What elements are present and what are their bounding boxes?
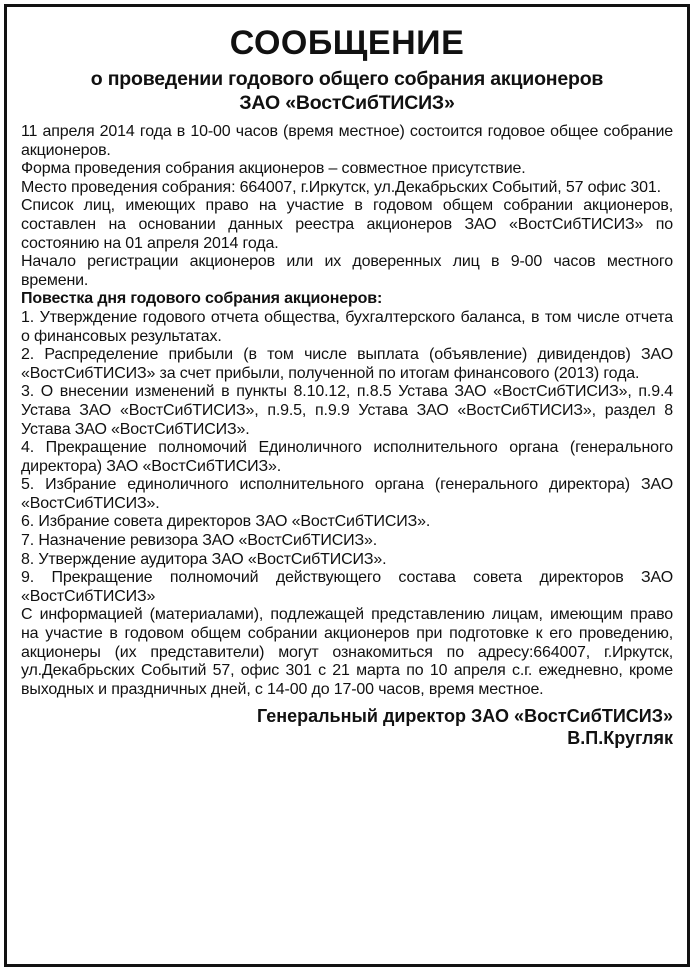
agenda-item: 6. Избрание совета директоров ЗАО «ВостСибТИСИЗ». [21, 513, 431, 531]
notice-title: СООБЩЕНИЕ [229, 24, 465, 62]
agenda-item: 5. Избрание единоличного исполнительного органа (генерального директора) ЗАО «ВостСибТИСИЗ». [21, 476, 673, 512]
agenda-item: 8. Утверждение аудитора ЗАО «ВостСибТИСИЗ». [21, 550, 387, 568]
agenda-item: 2. Распределение прибыли (в том числе выплата (объявление) дивидендов) ЗАО «ВостСибТИСИЗ» за счет прибыли, полученной по итогам финансового (2013) года. [21, 346, 673, 382]
signature-position: Генеральный директор ЗАО «ВостСибТИСИЗ» [256, 706, 673, 727]
materials-paragraph: С информацией (материалами), подлежащей представлению лицам, имеющим право на участие в годовом общем собрании акционеров при подготовке к его проведению, акционеры (их представители) могут ознакомиться по адресу:664007, г.Иркутск, ул.Декабрьских Событий 57, офис 301 с 21 марта по 10 апреля с.г. ежедневно, кроме выходных и праздничных дней, с 14-00 до 17-00 часов, время местное. [21, 606, 673, 698]
notice-subtitle-line-1: о проведении годового общего собрания акционеров [90, 68, 604, 90]
agenda-item: 3. О внесении изменений в пункты 8.10.12, п.8.5 Устава ЗАО «ВостСибТИСИЗ», п.9.4 Устава ЗАО «ВостСибТИСИЗ», п.9.5, п.9.9 Устава ЗАО «ВостСибТИСИЗ», раздел 8 Устава ЗАО «ВостСибТИСИЗ». [21, 383, 673, 438]
signature-block [21, 705, 673, 749]
meeting-form-paragraph: Форма проведения собрания акционеров – совместное присутствие. [21, 160, 526, 178]
notice-frame [4, 4, 690, 967]
registration-paragraph: Начало регистрации акционеров или их доверенных лиц в 9-00 часов местного времени. [21, 253, 673, 289]
signature-name: В.П.Кругляк [567, 728, 673, 749]
agenda-item: 1. Утверждение годового отчета общества, бухгалтерского баланса, в том числе отчета о финансовых результатах. [21, 308, 673, 345]
agenda-item: 4. Прекращение полномочий Единоличного исполнительного органа (генерального директора) ЗАО «ВостСибТИСИЗ». [21, 439, 673, 475]
meeting-place-paragraph: Место проведения собрания: 664007, г.Иркутск, ул.Декабрьских Событий, 57 офис 301. [21, 178, 661, 196]
agenda-item: 7. Назначение ревизора ЗАО «ВостСибТИСИЗ». [21, 532, 378, 550]
agenda-item: 9. Прекращение полномочий действующего состава совета директоров ЗАО «ВостСибТИСИЗ» [21, 569, 673, 605]
shareholder-list-paragraph: Список лиц, имеющих право на участие в годовом общем собрании акционеров, составлен на основании данных реестра акционеров ЗАО «ВостСибТИСИЗ» по состоянию на 01 апреля 2014 года. [21, 197, 673, 252]
notice-subtitle-line-2: ЗАО «ВостСибТИСИЗ» [239, 92, 455, 114]
agenda-heading: Повестка дня годового собрания акционеров: [21, 290, 383, 308]
meeting-date-paragraph: 11 апреля 2014 года в 10-00 часов (время местное) состоится годовое общее собрание акционеров. [21, 123, 673, 159]
notice-body [21, 123, 673, 699]
